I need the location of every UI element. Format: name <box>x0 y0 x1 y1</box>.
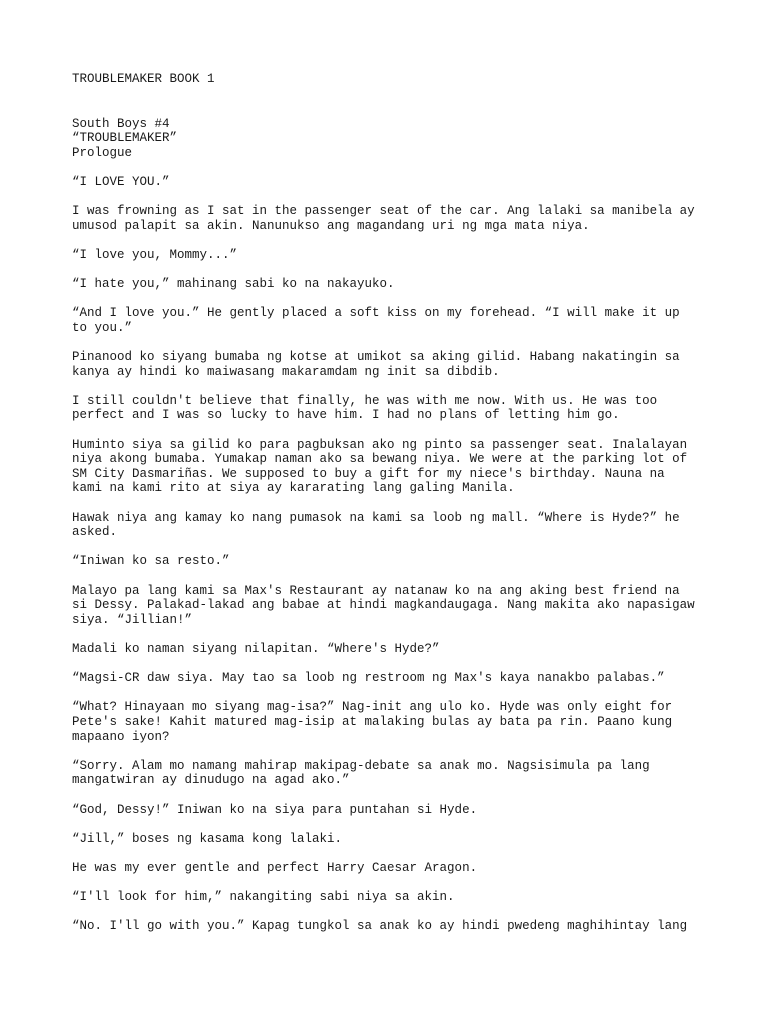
paragraph: “Magsi-CR daw siya. May tao sa loob ng restroom ng Max's kaya nanakbo palabas.” <box>72 671 665 686</box>
paragraph: He was my ever gentle and perfect Harry Caesar Aragon. <box>72 860 478 875</box>
paragraph: “I hate you,” mahinang sabi ko na nakayuko. <box>72 277 395 292</box>
paragraph: “I LOVE YOU.” <box>72 174 170 189</box>
section-line: Prologue <box>72 145 133 160</box>
paragraph: “Sorry. Alam mo namang mahirap makipag-debate sa anak mo. Nagsisimula pa lang mangatwiran ay dinudugo na agad ako.” <box>72 758 650 788</box>
paragraph: I still couldn't believe that finally, he was with me now. With us. He was too perfect and I was so lucky to have him. I had no plans of letting him go. <box>72 393 658 423</box>
paragraph: Madali ko naman siyang nilapitan. “Where's Hyde?” <box>72 641 440 656</box>
paragraph: “I love you, Mommy...” <box>72 247 238 262</box>
paragraph: “What? Hinayaan mo siyang mag-isa?” Nag-init ang ulo ko. Hyde was only eight for Pete's sake! Kahit matured mag-isip at malaking bulas ay bata pa rin. Paano kung mapaano iyon? <box>72 700 673 744</box>
paragraph: “No. I'll go with you.” Kapag tungkol sa anak ko ay hindi pwedeng maghihintay lang <box>72 919 688 934</box>
document-page <box>72 72 702 948</box>
body-text <box>72 175 702 934</box>
book-title-line: “TROUBLEMAKER” <box>72 131 178 146</box>
paragraph: Huminto siya sa gilid ko para pagbuksan ako ng pinto sa passenger seat. Inalalayan niya akong bumaba. Yumakap naman ako sa bewang niya. We were at the parking lot of SM City Dasmariñas. We supposed to buy a gift for my niece's birthday. Nauna na kami na kami rito at siya ay kararating lang galing Manila. <box>72 437 688 496</box>
paragraph: Hawak niya ang kamay ko nang pumasok na kami sa loob ng mall. “Where is Hyde?” he asked. <box>72 510 680 540</box>
paragraph: Malayo pa lang kami sa Max's Restaurant ay natanaw ko na ang aking best friend na si Dessy. Palakad-lakad ang babae at hindi magkandaugaga. Nang makita ako napasigaw siya. “Jillian!” <box>72 583 695 627</box>
document-title: TROUBLEMAKER BOOK 1 <box>72 72 215 86</box>
paragraph: Pinanood ko siyang bumaba ng kotse at umikot sa aking gilid. Habang nakatingin sa kanya ay hindi ko maiwasang makaramdam ng init sa dibdib. <box>72 350 680 379</box>
series-line: South Boys #4 <box>72 116 170 131</box>
chapter-heading <box>72 117 702 161</box>
paragraph: I was frowning as I sat in the passenger seat of the car. Ang lalaki sa manibela ay umusod palapit sa akin. Nanunukso ang magandang uri ng mga mata niya. <box>72 204 695 233</box>
paragraph: “Iniwan ko sa resto.” <box>72 554 230 569</box>
paragraph: “I'll look for him,” nakangiting sabi niya sa akin. <box>72 890 455 905</box>
paragraph: “God, Dessy!” Iniwan ko na siya para puntahan si Hyde. <box>72 802 478 817</box>
paragraph: “And I love you.” He gently placed a soft kiss on my forehead. “I will make it up to you.” <box>72 306 680 335</box>
paragraph: “Jill,” boses ng kasama kong lalaki. <box>72 831 343 846</box>
